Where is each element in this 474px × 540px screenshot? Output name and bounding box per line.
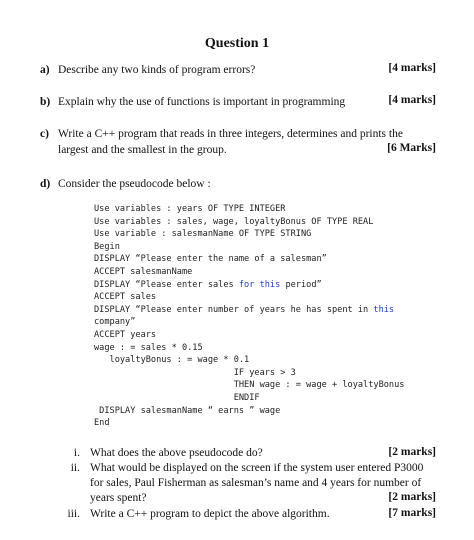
pseudocode-line: ACCEPT salesmanName	[94, 266, 193, 277]
question-label: b)	[40, 96, 51, 108]
question-text: Consider the pseudocode below :	[58, 178, 211, 190]
pseudocode-line: ACCEPT years	[94, 329, 157, 340]
pseudocode-line: Use variable : salesmanName OF TYPE STRING	[94, 229, 312, 240]
pseudocode-line: ACCEPT sales	[94, 292, 157, 303]
pseudocode-block	[94, 203, 404, 430]
marks-c: [6 Marks]	[387, 142, 436, 154]
pseudocode-line: DISPLAY “Please enter the name of a salesman”	[94, 254, 327, 265]
subquestion-number: iii.	[67, 508, 80, 520]
question-label: a)	[40, 64, 50, 76]
question-text: Describe any two kinds of program errors?	[58, 64, 256, 76]
subquestion-i	[58, 446, 438, 461]
subquestion-text-line1: What would be displayed on the screen if the system user entered P3000	[90, 462, 424, 474]
pseudocode-line: loyaltyBonus : = wage * 0.1	[94, 355, 250, 366]
question-text-line2: largest and the smallest in the group.	[58, 144, 227, 156]
pseudocode-line: THEN wage : = wage + loyaltyBonus	[94, 380, 405, 391]
marks-b: [4 marks]	[388, 94, 436, 106]
marks-ii: [2 marks]	[388, 491, 436, 503]
question-text-line1: Write a C++ program that reads in three integers, determines and prints the	[58, 128, 403, 140]
question-text: Explain why the use of functions is important in programming	[58, 96, 346, 108]
subquestion-number: i.	[73, 447, 80, 459]
pseudocode-line: company”	[94, 317, 136, 328]
marks-a: [4 marks]	[388, 62, 436, 74]
marks-iii: [7 marks]	[388, 507, 436, 519]
pseudocode-line: Use variables : sales, wage, loyaltyBonus OF TYPE REAL	[94, 216, 374, 227]
pseudocode-line: ENDIF	[94, 392, 260, 403]
pseudocode-line: Begin	[94, 241, 120, 252]
pseudocode-line: IF years > 3	[94, 367, 296, 378]
pseudocode-line: DISPLAY salesmanName “ earns ” wage	[94, 405, 281, 416]
subquestion-iii	[58, 507, 438, 522]
pseudocode-line: End	[94, 418, 110, 429]
question-d	[40, 176, 440, 192]
subquestion-text-line3: years spent?	[90, 492, 147, 504]
subquestion-ii	[58, 461, 438, 506]
subquestion-text: What does the above pseudocode do?	[90, 447, 263, 459]
subquestion-number: ii.	[70, 462, 80, 474]
subquestion-text: Write a C++ program to depict the above algorithm.	[90, 508, 330, 520]
marks-i: [2 marks]	[388, 446, 436, 458]
pseudocode-line: Use variables : years OF TYPE INTEGER	[94, 204, 286, 214]
pseudocode-line: DISPLAY “Please enter number of years he has spent in this	[94, 304, 395, 315]
question-label: d)	[40, 178, 51, 190]
page-title: Question 1	[204, 36, 270, 51]
question-label: c)	[40, 128, 49, 140]
question-c	[40, 126, 440, 160]
subquestion-text-line2: for sales, Paul Fisherman as salesman’s name and 4 years for number of	[90, 477, 422, 489]
pseudocode-line: wage : = sales * 0.15	[94, 342, 203, 353]
question-b	[40, 94, 440, 110]
pseudocode-line: DISPLAY “Please enter sales for this period”	[94, 279, 322, 290]
question-a	[40, 62, 440, 78]
